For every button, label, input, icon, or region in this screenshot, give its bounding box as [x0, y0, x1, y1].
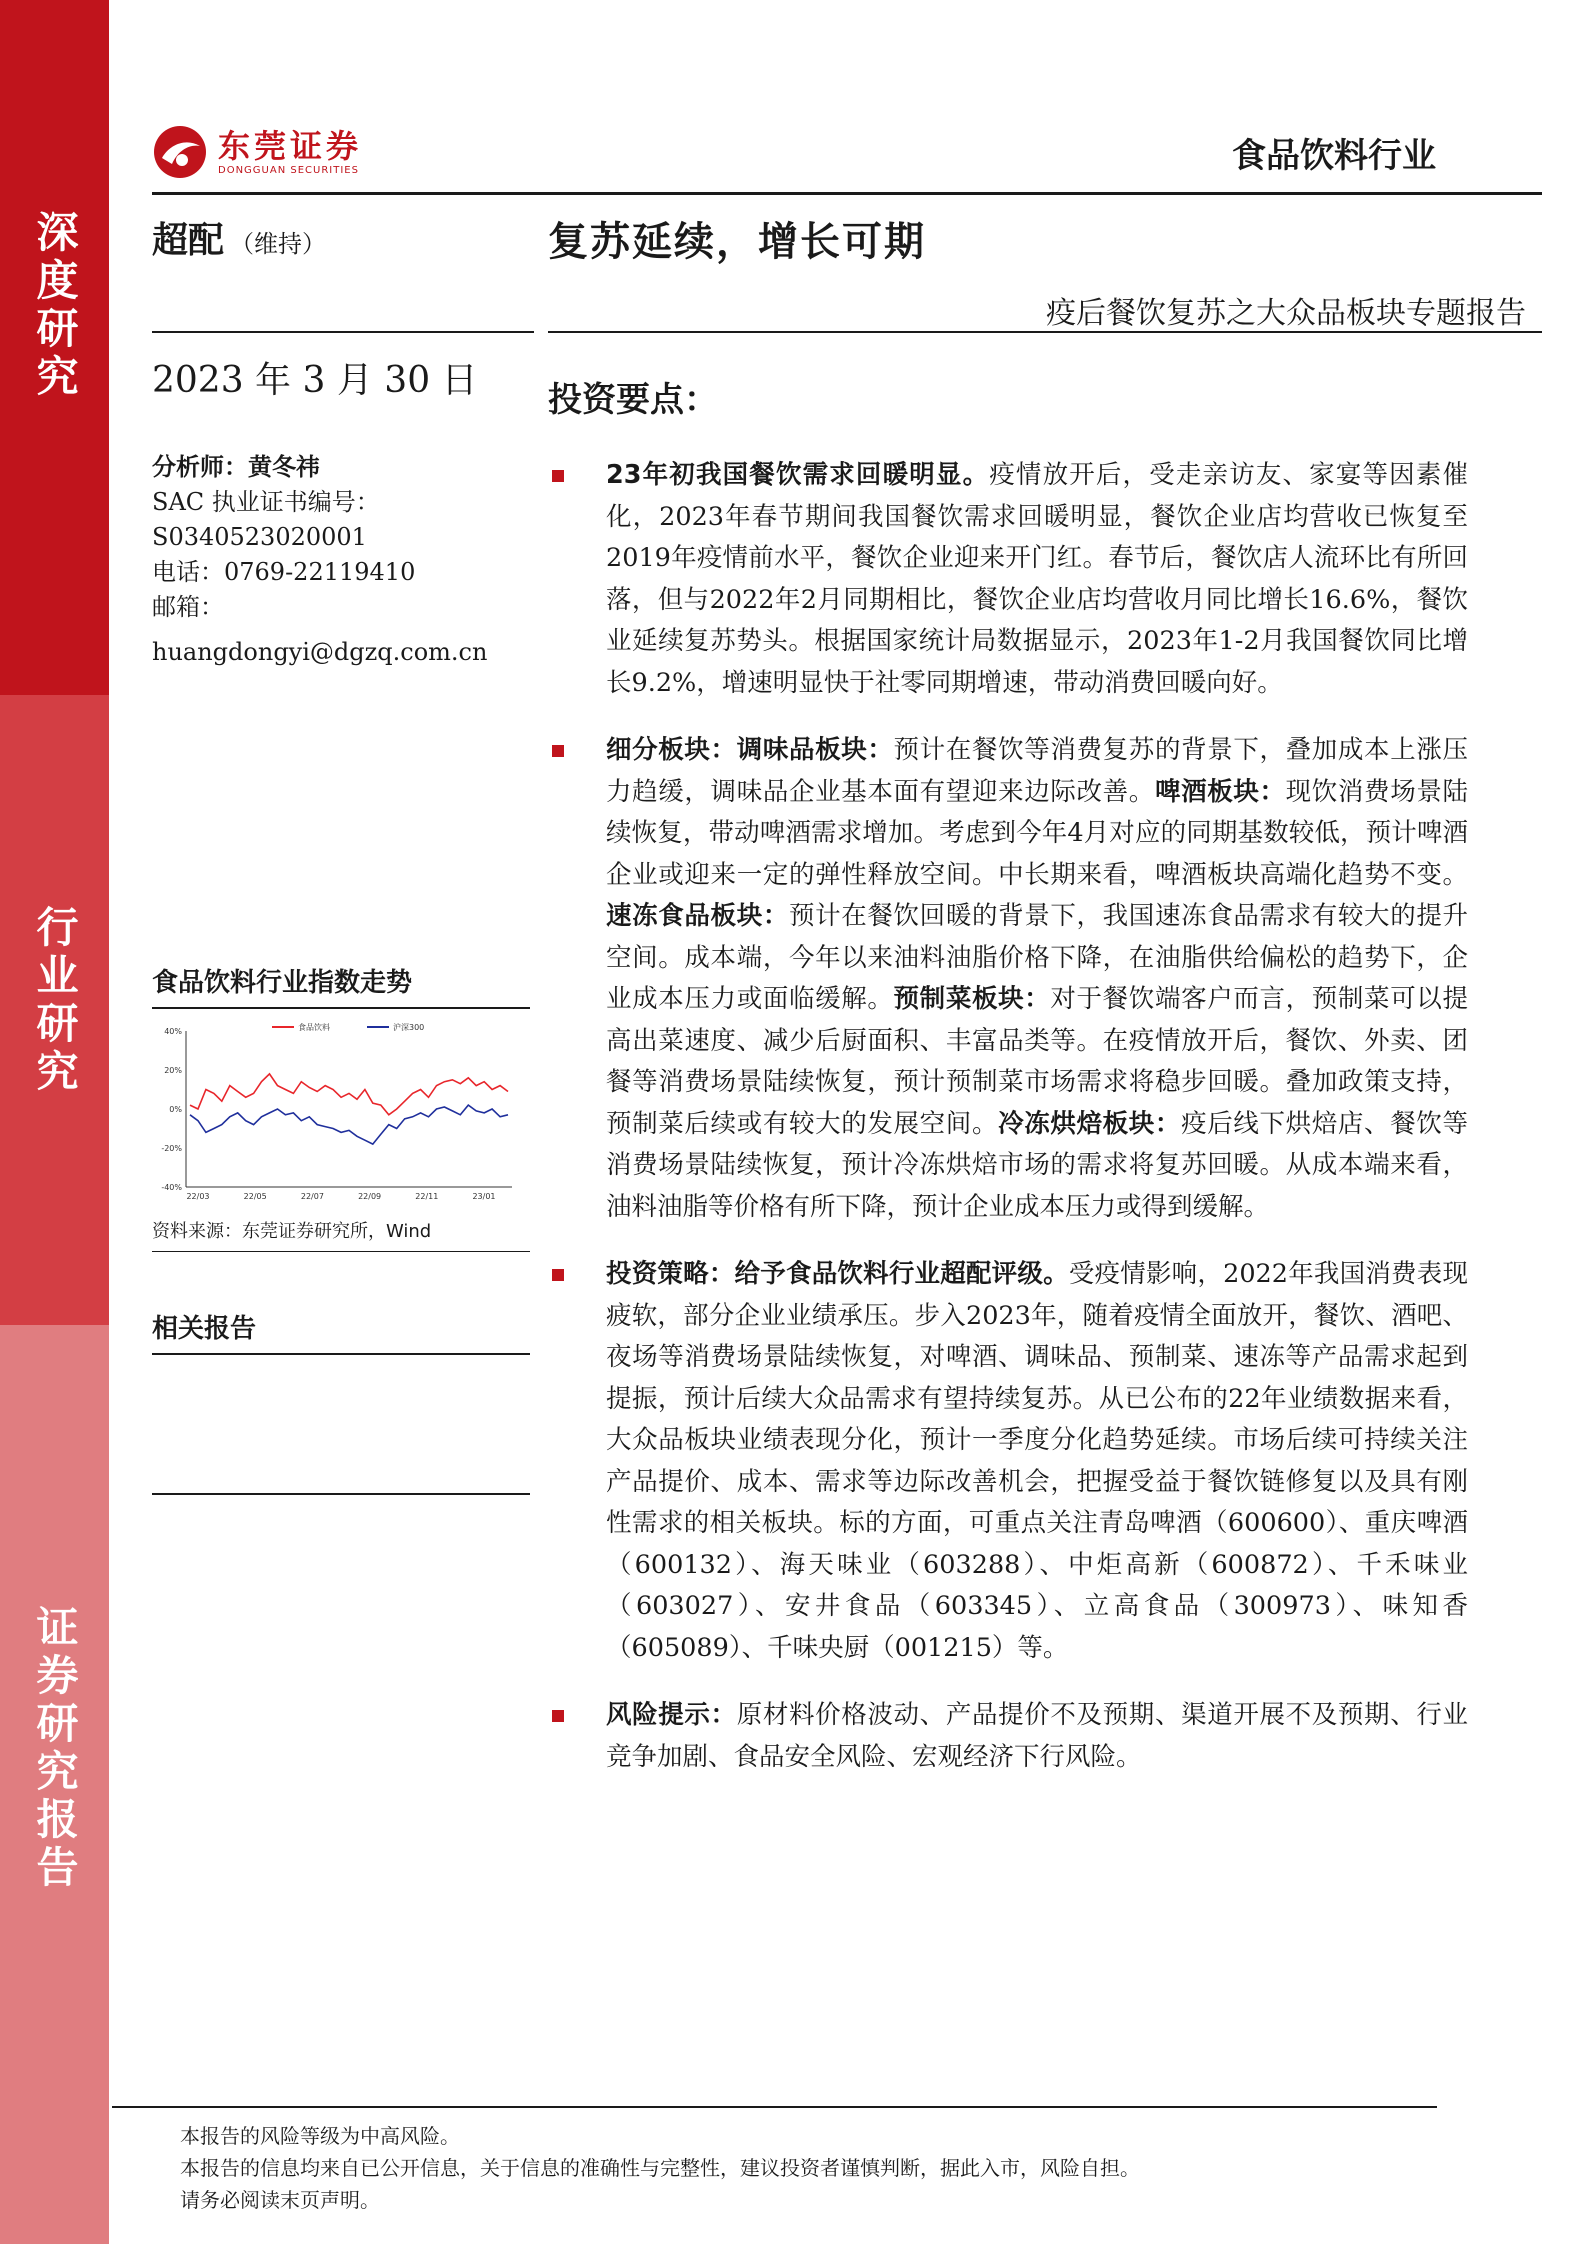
side-label: 行业研究: [30, 905, 80, 1097]
series-line-csi300: [190, 1105, 508, 1144]
x-tick-label: 23/01: [472, 1192, 496, 1201]
rating-value: 超配: [152, 220, 225, 261]
x-tick-label: 22/05: [243, 1192, 267, 1201]
related-reports-title: 相关报告: [152, 1314, 257, 1344]
footer-line: 请务必阅读末页声明。: [180, 2188, 380, 2212]
side-label: 证券研究报告: [30, 1605, 80, 1893]
related-reports-divider: [152, 1353, 530, 1355]
bullet-lead: 投资策略：给予食品饮料行业超配评级。: [606, 1259, 1069, 1289]
x-tick-label: 22/03: [186, 1192, 210, 1201]
footer-disclaimer: [180, 2120, 1140, 2216]
analyst-label: 分析师：: [152, 453, 248, 481]
side-segment-securities-report: [0, 1325, 109, 2244]
subtitle-divider: [548, 331, 1542, 333]
company-logo: [152, 124, 362, 180]
analyst-phone: 电话：0769-22119410: [152, 558, 416, 586]
legend-label: 食品饮料: [298, 1023, 330, 1032]
bullet-text: 预计在餐饮回暖的背景下，我国速冻食品需求有较大的提升空间。成本端，今年以来油料油脂价格下降，在油脂供给偏松的趋势下，企业成本压力或面临缓解。: [606, 901, 1468, 1014]
logo-cn-text: 东莞证券: [218, 126, 363, 165]
bullet-lead: 细分板块：调味品板块：: [606, 735, 894, 765]
chart-bottom-divider: [152, 1251, 530, 1252]
logo-en-text: DONGGUAN SECURITIES: [218, 164, 359, 176]
series-line-food-beverage: [190, 1074, 508, 1115]
analyst-name: 黄冬祎: [248, 453, 320, 481]
side-segment-industry-research: [0, 695, 109, 1325]
chart-title: 食品饮料行业指数走势: [152, 968, 413, 998]
header-divider: [152, 192, 1542, 195]
chart-source: 资料来源：东莞证券研究所，Wind: [152, 1221, 432, 1242]
bullet-lead: 23年初我国餐饮需求回暖明显。: [606, 460, 990, 490]
report-title: 复苏延续，增长可期: [548, 219, 926, 265]
x-tick-label: 22/11: [415, 1192, 439, 1201]
industry-title: 食品饮料行业: [1232, 136, 1436, 176]
bullet-strategy: [548, 1254, 1468, 1669]
legend-label: 沪深300: [393, 1023, 425, 1032]
key-points-list: [548, 455, 1468, 1804]
key-points-heading: 投资要点：: [548, 380, 718, 420]
bullet-text: 原材料价格波动、产品提价不及预期、渠道开展不及预期、行业竞争加剧、食品安全风险、宏观经济下行风险。: [606, 1700, 1468, 1772]
side-segment-deep-research: [0, 0, 109, 695]
bullet-segments: [548, 730, 1468, 1228]
chart-title-divider: [152, 1007, 530, 1009]
bullet-lead: 冷冻烘焙板块：: [998, 1108, 1182, 1139]
x-tick-label: 22/09: [358, 1192, 382, 1201]
bullet-lead: 预制菜板块：: [893, 984, 1051, 1014]
x-tick-label: 22/07: [300, 1192, 324, 1201]
footer-line: 本报告的风险等级为中高风险。: [180, 2124, 460, 2148]
bullet-risk: [548, 1695, 1468, 1778]
chart-canvas: [152, 1017, 530, 1207]
bullet-text: 疫后线下烘焙店、餐饮等消费场景陆续恢复，预计冷冻烘焙市场的需求将复苏回暖。从成本端来看，油料油脂等价格有所下降，预计企业成本压力或得到缓解。: [606, 1108, 1468, 1222]
bullet-lead: 啤酒板块：: [1154, 776, 1286, 807]
index-trend-chart: [152, 962, 530, 1252]
bullet-square-icon: [552, 470, 564, 482]
y-tick-label: -40%: [161, 1183, 182, 1192]
logo-mark-icon: [152, 124, 208, 180]
bullet-text: 现饮消费场景陆续恢复，带动啤酒需求增加。考虑到今年4月对应的同期基数较低，预计啤酒企业或迎来一定的弹性释放空间。中长期来看，啤酒板块高端化趋势不变。: [606, 776, 1468, 890]
bullet-square-icon: [552, 1710, 564, 1722]
y-tick-label: 0%: [169, 1105, 182, 1114]
bullet-text: 受疫情影响，2022年我国消费表现疲软，部分企业业绩承压。步入2023年，随着疫情全面放开，餐饮、酒吧、夜场等消费场景陆续恢复，对啤酒、调味品、预制菜、速冻等产品需求起到提振，预计后续大众品需求有望持续复苏。从已公布的22年业绩数据来看，大众品板块业绩表现分化，预计一季度分化趋势延续。市场后续可持续关注产品提价、成本、需求等边际改善机会，把握受益于餐饮链修复以及具有刚性需求的相关板块。标的方面，可重点关注青岛啤酒（600600）、重庆啤酒（600132）、海天味业（603288）、中炬高新（600872）、千禾味业（603027）、安井食品（603345）、立高食品（300973）、味知香（605089）、千味央厨（001215）等。: [606, 1259, 1468, 1663]
related-reports-bottom-divider: [152, 1493, 530, 1495]
side-label: 深度研究: [30, 210, 80, 402]
footer-divider: [112, 2106, 1437, 2108]
related-reports: [152, 1308, 530, 1355]
y-tick-label: 40%: [164, 1027, 182, 1036]
bullet-demand: [548, 455, 1468, 704]
bullet-square-icon: [552, 745, 564, 757]
sac-label: SAC 执业证书编号：: [152, 488, 380, 516]
analyst-info: [152, 450, 487, 670]
footer-line: 本报告的信息均来自已公开信息，关于信息的准确性与完整性，建议投资者谨慎判断，据此入市，风险自担。: [180, 2156, 1140, 2180]
email-label: 邮箱：: [152, 593, 224, 621]
bullet-text: 预计在餐饮等消费复苏的背景下，叠加成本上涨压力趋缓，调味品企业基本面有望迎来边际改善。: [606, 735, 1468, 807]
bullet-lead: 速冻食品板块：: [606, 901, 789, 931]
bullet-lead: 风险提示：: [606, 1700, 737, 1730]
bullet-square-icon: [552, 1269, 564, 1281]
analyst-email[interactable]: huangdongyi@dgzq.com.cn: [152, 638, 488, 666]
rating-note: （维持）: [230, 230, 327, 258]
report-date: 2023 年 3 月 30 日: [152, 360, 478, 401]
bullet-text: 对于餐饮端客户而言，预制菜可以提高出菜速度、减少后厨面积、丰富品类等。在疫情放开后，餐饮、外卖、团餐等消费场景陆续恢复，预计预制菜市场需求将稳步回暖。叠加政策支持，预制菜后续或有较大的发展空间。: [606, 984, 1468, 1139]
y-tick-label: -20%: [161, 1144, 182, 1153]
sac-number: S0340523020001: [152, 523, 367, 551]
side-banner: [0, 0, 109, 2244]
rating-block: [152, 212, 326, 263]
y-tick-label: 20%: [164, 1066, 182, 1075]
report-subtitle: 疫后餐饮复苏之大众品板块专题报告: [1046, 296, 1526, 331]
left-divider: [152, 331, 534, 333]
bullet-text: 疫情放开后，受走亲访友、家宴等因素催化，2023年春节期间我国餐饮需求回暖明显，餐饮企业店均营收已恢复至2019年疫情前水平，餐饮企业迎来开门红。春节后，餐饮店人流环比有所回落，但与2022年2月同期相比，餐饮企业店均营收月同比增长16.6%，餐饮业延续复苏势头。根据国家统计局数据显示，2023年1-2月我国餐饮同比增长9.2%，增速明显快于社零同期增速，带动消费回暖向好。: [606, 460, 1468, 698]
